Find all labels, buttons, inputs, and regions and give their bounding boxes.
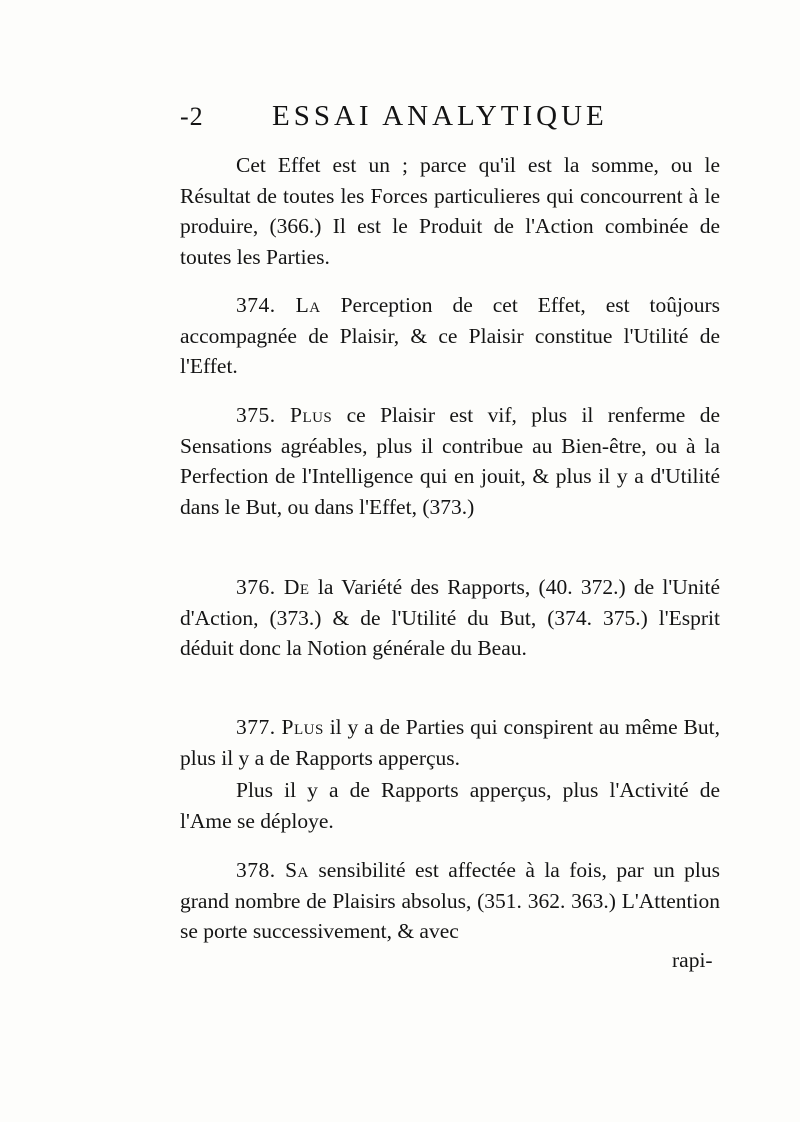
paragraph-lead-word: La xyxy=(295,293,321,317)
paragraph-number: 377. xyxy=(236,715,276,739)
paragraph-text: il y a de Parties qui conspirent au même But, plus il y a de Rapports apperçus. xyxy=(180,715,720,770)
paragraph-text: Cet Effet est un ; parce qu'il est la somme, ou le Résultat de toutes les Forces particulieres qui concourrent à le produire, (366.) Il est le Produit de l'Action combinée de toutes les Parties. xyxy=(180,153,720,269)
paragraph-text: Perception de cet Effet, est toûjours accompagnée de Plaisir, & ce Plaisir constitue l'Utilité de l'Effet. xyxy=(180,293,721,378)
paragraph-374 xyxy=(180,290,720,382)
paragraph-lead-word: De xyxy=(283,575,310,599)
paragraph-378 xyxy=(180,855,720,947)
page-number: -2 xyxy=(180,102,204,131)
paragraph-376 xyxy=(180,572,720,664)
page-header xyxy=(180,100,720,140)
paragraph-number: 378. xyxy=(236,858,276,882)
paragraph-375 xyxy=(180,400,720,522)
paragraph-intro xyxy=(180,150,720,272)
paragraph-text: la Variété des Rapports, (40. 372.) de l'Unité d'Action, (373.) & de l'Utilité du But, (374. 375.) l'Esprit déduit donc la Notion générale du Beau. xyxy=(180,575,721,660)
paragraph-text: Plus il y a de Rapports apperçus, plus l'Activité de l'Ame se déploye. xyxy=(180,778,720,833)
paragraph-text: ce Plaisir est vif, plus il renferme de Sensations agréables, plus il contribue au Bien-être, ou à la Perfection de l'Intelligence qui en jouit, & plus il y a d'Utilité dans le But, ou dans l'Effet, (373.) xyxy=(180,403,720,519)
catchword: rapi- xyxy=(672,948,713,972)
paragraph-lead-word: Sa xyxy=(285,858,309,882)
paragraph-text: sensibilité est affectée à la fois, par un plus grand nombre de Plaisirs absolus, (351. 362. 363.) L'Attention se porte successivement, & avec xyxy=(180,858,721,943)
running-title: ESSAI ANALYTIQUE xyxy=(272,100,608,132)
paragraph-lead-word: Plus xyxy=(281,715,324,739)
paragraph-377 xyxy=(180,712,720,773)
paragraph-number: 376. xyxy=(236,575,276,599)
paragraph-377-continued xyxy=(180,775,720,836)
paragraph-number: 374. xyxy=(236,293,276,317)
paragraph-number: 375. xyxy=(236,403,276,427)
paragraph-lead-word: Plus xyxy=(289,403,333,427)
